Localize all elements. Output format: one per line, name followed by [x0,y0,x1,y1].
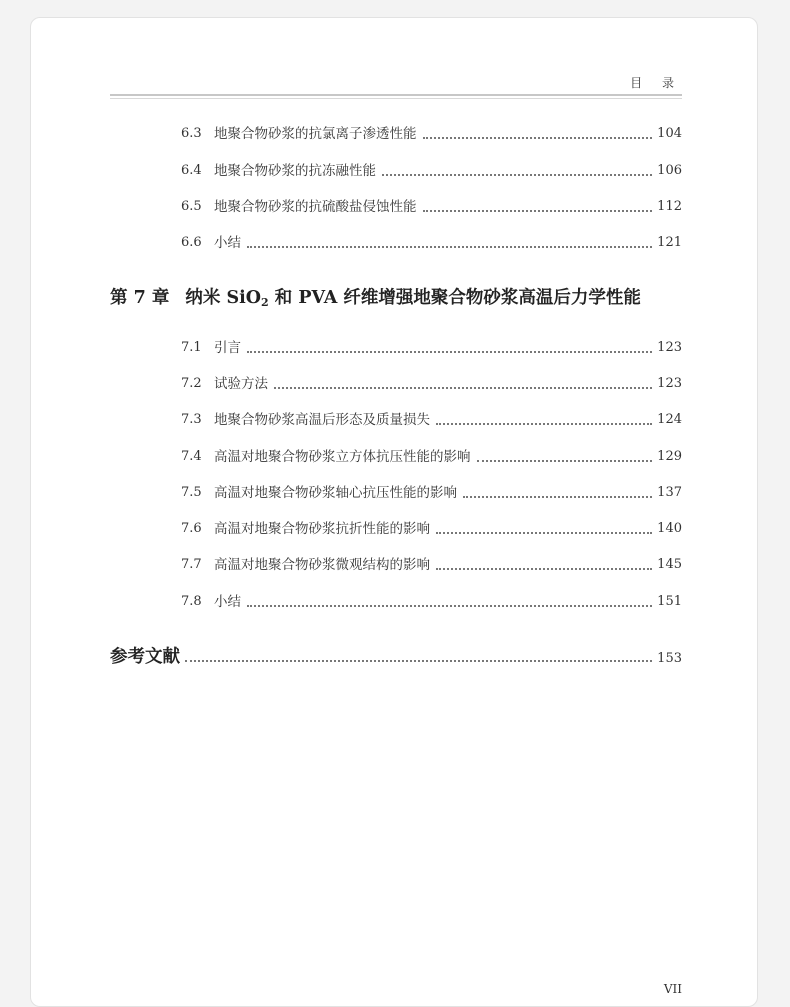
section-title: 高温对地聚合物砂浆微观结构的影响 [214,557,430,573]
toc-entry-7-8[interactable] [181,592,682,612]
section-number: 6.4 [181,163,202,178]
section-title: 高温对地聚合物砂浆轴心抗压性能的影响 [214,485,457,501]
chapter-title-rest: 和 PVA 纤维增强地聚合物砂浆高温后力学性能 [268,288,641,308]
dot-leader [247,246,652,248]
folio-page-number: VII [663,982,682,996]
chapter-label: 第 7 章 [110,288,170,308]
dot-leader [274,387,652,389]
toc-entry-6-6[interactable] [181,233,682,253]
dot-leader [185,660,652,662]
toc-entry-references[interactable] [110,645,682,669]
toc-entry-7-2[interactable] [181,374,682,394]
dot-leader [423,210,653,212]
page-number: 123 [657,376,682,391]
page-number: 124 [657,412,682,427]
section-title: 小结 [214,235,241,251]
dot-leader [436,568,652,570]
toc-entry-6-3[interactable] [181,124,682,144]
section-title: 地聚合物砂浆高温后形态及质量损失 [214,412,430,428]
section-title: 引言 [214,340,241,356]
toc-entry-7-5[interactable] [181,483,682,503]
page-number: 129 [657,449,682,464]
dot-leader [423,137,653,139]
dot-leader [463,496,652,498]
dot-leader [477,460,653,462]
dot-leader [436,423,652,425]
dot-leader [436,532,652,534]
header-rule [110,94,682,96]
header-rule-thin [110,98,682,99]
toc-entry-7-1[interactable] [181,338,682,358]
page-number: 121 [657,235,682,250]
section-number: 7.6 [181,521,202,536]
toc-entry-7-6[interactable] [181,519,682,539]
page-number: 137 [657,485,682,500]
page-number: 145 [657,557,682,572]
page-number: 153 [657,651,682,666]
dot-leader [382,174,652,176]
section-title: 地聚合物砂浆的抗硫酸盐侵蚀性能 [214,199,417,215]
references-title: 参考文献 [110,647,180,667]
page-number: 151 [657,594,682,609]
section-number: 6.3 [181,126,202,141]
chapter-title-part: 纳米 SiO [185,288,261,308]
toc-entry-6-4[interactable] [181,161,682,181]
dot-leader [247,351,652,353]
dot-leader [247,605,652,607]
page-number: 140 [657,521,682,536]
section-title: 小结 [214,594,241,610]
section-title: 试验方法 [214,376,268,392]
toc-entry-7-3[interactable] [181,410,682,430]
running-head: 目 录 [630,76,682,90]
toc-entry-7-7[interactable] [181,555,682,575]
section-number: 7.2 [181,376,202,391]
section-number: 7.4 [181,449,202,464]
toc-entry-6-5[interactable] [181,197,682,217]
chapter-title-subscript: 2 [261,296,269,309]
section-title: 高温对地聚合物砂浆立方体抗压性能的影响 [214,449,471,465]
section-number: 6.5 [181,199,202,214]
section-title: 高温对地聚合物砂浆抗折性能的影响 [214,521,430,537]
page-sheet [30,17,758,1007]
section-number: 7.7 [181,557,202,572]
section-number: 7.3 [181,412,202,427]
page-number: 104 [657,126,682,141]
section-number: 6.6 [181,235,202,250]
section-title: 地聚合物砂浆的抗冻融性能 [214,163,376,179]
page-number: 123 [657,340,682,355]
page-number: 112 [657,199,682,214]
chapter-heading[interactable] [110,286,682,315]
section-title: 地聚合物砂浆的抗氯离子渗透性能 [214,126,417,142]
section-number: 7.8 [181,594,202,609]
section-number: 7.5 [181,485,202,500]
section-number: 7.1 [181,340,202,355]
page-number: 106 [657,163,682,178]
toc-entry-7-4[interactable] [181,447,682,467]
